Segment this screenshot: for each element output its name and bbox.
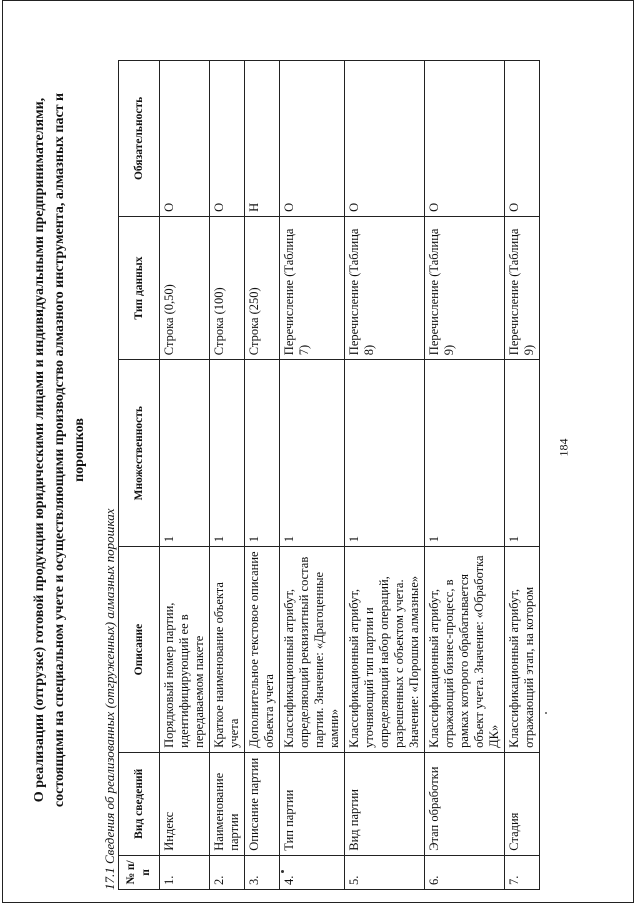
cell-multiplicity: 1	[210, 360, 245, 547]
cell-required: Н	[245, 61, 280, 217]
cell-name: Вид партии	[345, 752, 425, 855]
header-multiplicity: Множественность	[119, 360, 160, 547]
cell-name: Этап обработки	[425, 752, 505, 855]
cell-data-type: Перечисление (Таблица 8)	[345, 216, 425, 359]
cell-num: 2.	[210, 855, 245, 889]
heading-line-1: О реализации (отгрузке) готовой продукции юридическими лицами и индивидуальными предпринимателями,	[32, 97, 47, 803]
cell-num: 3.	[245, 855, 280, 889]
table-row	[345, 61, 425, 890]
data-table	[118, 60, 540, 890]
cell-required: О	[345, 61, 425, 217]
cell-description: Классификационный атрибут, определяющий реквизитный состав партии. Значение: «Драгоценные камни»	[280, 547, 345, 753]
header-num: № п/п	[119, 855, 160, 889]
cell-name: Наименование партии	[210, 752, 245, 855]
cell-required: О	[280, 61, 345, 217]
header-data-type: Тип данных	[119, 216, 160, 359]
cell-required: О	[505, 61, 540, 217]
header-description: Описание	[119, 547, 160, 753]
cell-description: Классификационный атрибут, отражающий бизнес-процесс, в рамках которого обрабатывается объект учета. Значение: «Обработка ДК»	[425, 547, 505, 753]
cell-multiplicity: 1	[280, 360, 345, 547]
table-row	[210, 61, 245, 890]
table-row	[245, 61, 280, 890]
table-row	[160, 61, 210, 890]
cell-required: О	[425, 61, 505, 217]
cell-num: 4.	[280, 855, 345, 889]
cell-data-type: Перечисление (Таблица 9)	[425, 216, 505, 359]
cell-num: 5.	[345, 855, 425, 889]
cell-name: Тип партии	[280, 752, 345, 855]
cell-data-type: Строка (100)	[210, 216, 245, 359]
table-header-row	[119, 61, 160, 890]
cell-multiplicity: 1	[345, 360, 425, 547]
heading-line-3: порошков	[72, 418, 87, 482]
cell-multiplicity: 1	[425, 360, 505, 547]
cell-multiplicity: 1	[245, 360, 280, 547]
cell-name: Индекс	[160, 752, 210, 855]
cell-required: О	[160, 61, 210, 217]
cell-data-type: Строка (250)	[245, 216, 280, 359]
cell-description: Краткое наименование объекта учета	[210, 547, 245, 753]
table-caption: 17.1 Сведения об реализованных (отгруженных) алмазных порошках	[102, 508, 117, 890]
page-number: 184	[556, 438, 571, 457]
heading-line-2: состоящими на специальном учете и осуществляющими производство алмазного инструмента, алмазных паст и	[52, 92, 67, 808]
cell-description: Порядковый номер партии, идентифицирующий ее в передаваемом пакете	[160, 547, 210, 753]
header-required: Обязательность	[119, 61, 160, 217]
table-row	[425, 61, 505, 890]
cell-description: Дополнительное текстовое описание объекта учета	[245, 547, 280, 753]
cell-multiplicity: 1	[505, 360, 540, 547]
cell-num: 1.	[160, 855, 210, 889]
cell-required: О	[210, 61, 245, 217]
document-heading	[30, 5, 90, 895]
cell-num: 6.	[425, 855, 505, 889]
cell-name: Описание партии	[245, 752, 280, 855]
cell-data-type: Строка (0,50)	[160, 216, 210, 359]
cell-description: Классификационный атрибут, отражающий этап, на котором	[505, 547, 540, 753]
table-row	[280, 61, 345, 890]
header-name: Вид сведений	[119, 752, 160, 855]
cell-description: Классификационный атрибут, уточняющий тип партии и определяющий набор операций, разрешенных с объектом учета. Значение: «Порошки алмазные»	[345, 547, 425, 753]
cell-num: 7.	[505, 855, 540, 889]
cell-data-type: Перечисление (Таблица 9)	[505, 216, 540, 359]
cell-data-type: Перечисление (Таблица 7)	[280, 216, 345, 359]
cell-name: Стадия	[505, 752, 540, 855]
rotated-page-content	[20, 5, 620, 895]
cell-multiplicity: 1	[160, 360, 210, 547]
table-row	[505, 61, 540, 890]
